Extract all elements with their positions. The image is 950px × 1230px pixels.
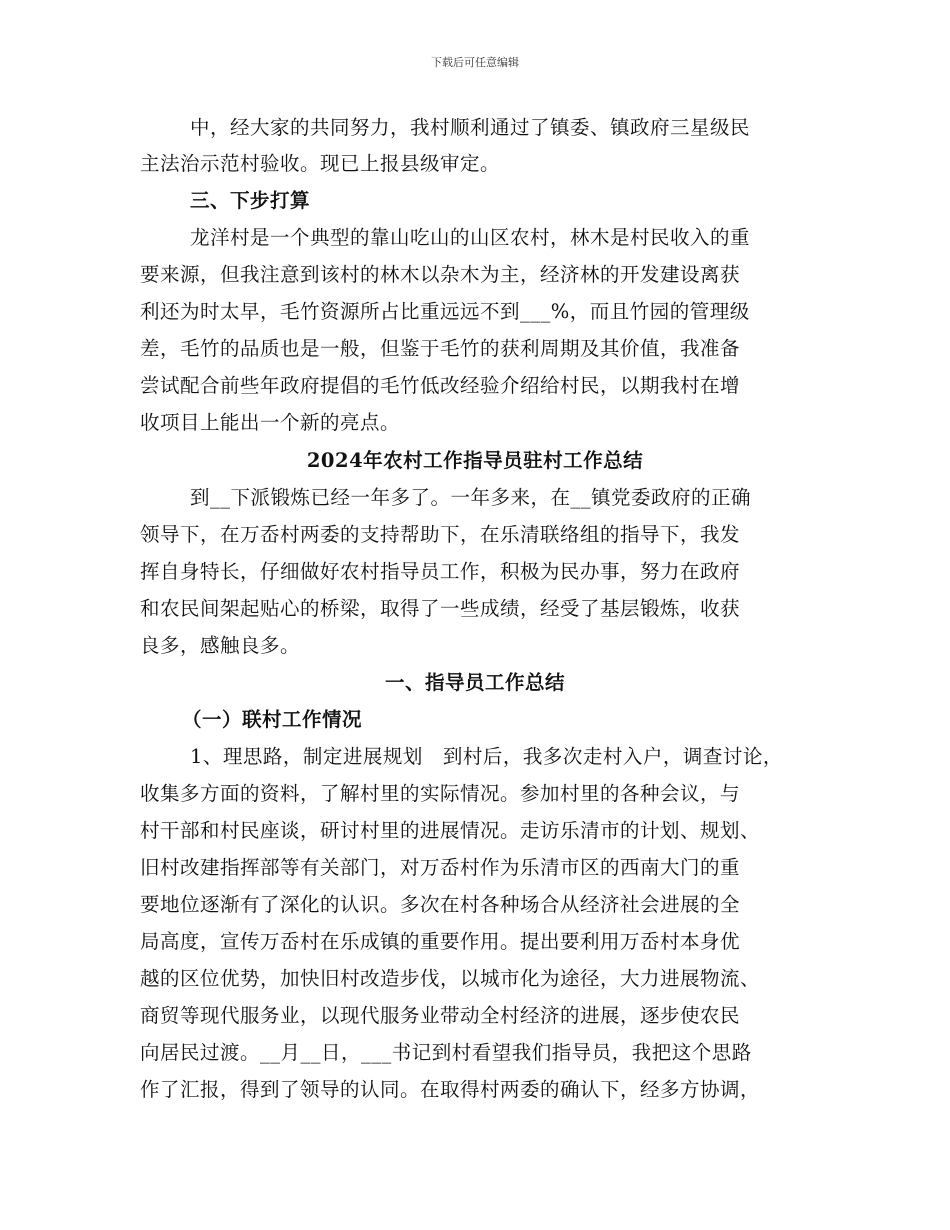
- paragraph-line: 领导下，在万岙村两委的支持帮助下，在乐清联络组的指导下，我发: [140, 523, 741, 546]
- paragraph-line: 龙洋村是一个典型的靠山吃山的山区农村，林木是村民收入的重: [190, 226, 751, 249]
- paragraph-line: 收项目上能出一个新的亮点。: [140, 411, 401, 434]
- paragraph-line: 作了汇报，得到了领导的认同。在取得村两委的确认下，经多方协调，: [140, 1078, 761, 1101]
- section-heading: 三、下步打算: [190, 189, 311, 212]
- paragraph-line: 良多，感触良多。: [140, 634, 301, 657]
- paragraph-line: 主法治示范村验收。现已上报县级审定。: [140, 152, 501, 175]
- section-heading: 一、指导员工作总结: [384, 671, 565, 694]
- paragraph-line: 利还为时太早，毛竹资源所占比重远远不到___%，而且竹园的管理级: [140, 300, 750, 323]
- paragraph-line: 要地位逐渐有了深化的认识。多次在村各种场合从经济社会进展的全: [140, 893, 741, 916]
- paragraph-line: 要来源，但我注意到该村的林木以杂木为主，经济林的开发建设离获: [140, 263, 741, 286]
- paragraph-line: 商贸等现代服务业，以现代服务业带动全村经济的进展，逐步使农民: [140, 1004, 741, 1027]
- paragraph-line: 和农民间架起贴心的桥梁，取得了一些成绩，经受了基层锻炼，收获: [140, 597, 741, 620]
- paragraph-line: 收集多方面的资料，了解村里的实际情况。参加村里的各种会议，与: [140, 782, 741, 805]
- paragraph-line: 中，经大家的共同努力，我村顺利通过了镇委、镇政府三星级民: [190, 116, 751, 139]
- paragraph-line: 村干部和村民座谈，研讨村里的进展情况。走访乐清市的计划、规划、: [140, 819, 761, 842]
- paragraph-line: 差，毛竹的品质也是一般，但鉴于毛竹的获利周期及其价值，我准备: [140, 337, 741, 360]
- subsection-heading: （一）联村工作情况: [182, 708, 363, 731]
- document-title: 2024年农村工作指导员驻村工作总结: [306, 449, 644, 472]
- header-note: 下载后可任意编辑: [431, 56, 519, 69]
- paragraph-line: 旧村改建指挥部等有关部门，对万岙村作为乐清市区的西南大门的重: [140, 856, 741, 879]
- paragraph-line: 尝试配合前些年政府提倡的毛竹低改经验介绍给村民，以期我村在增: [140, 374, 741, 397]
- paragraph-line: 挥自身特长，仔细做好农村指导员工作，积极为民办事，努力在政府: [140, 560, 741, 583]
- paragraph-line: 到__下派锻炼已经一年多了。一年多来，在__镇党委政府的正确: [190, 486, 752, 509]
- paragraph-line: 局高度，宣传万岙村在乐成镇的重要作用。提出要利用万岙村本身优: [140, 930, 741, 953]
- paragraph-line: 向居民过渡。__月__日，___书记到村看望我们指导员，我把这个思路: [140, 1041, 752, 1064]
- paragraph-line: 越的区位优势，加快旧村改造步伐，以城市化为途径，大力进展物流、: [140, 967, 761, 990]
- paragraph-line: 1、理思路，制定进展规划 到村后，我多次走村入户，调查讨论，: [190, 745, 783, 768]
